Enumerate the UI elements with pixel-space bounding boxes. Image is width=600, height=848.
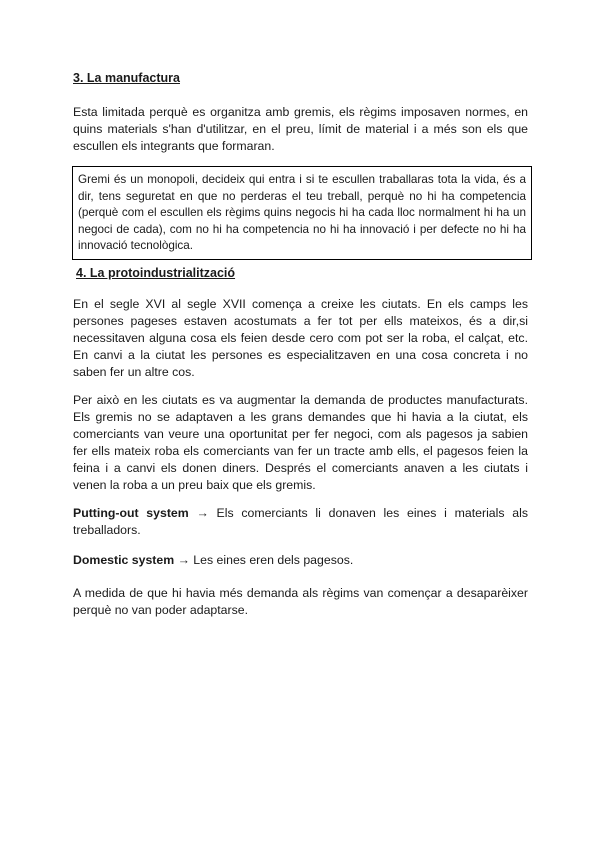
section-4-paragraph-3: A medida de que hi havia més demanda als règims van començar a desaparèixer perquè no van poder adaptarse.	[73, 586, 528, 617]
section-4-paragraph-1: En el segle XVI al segle XVII comença a creixe les ciutats. En els camps les persones pageses estaven acostumats a fer tot per ells mateixos, és a dir,si necessitaven alguna cosa els feien desde cero com pot ser la roba, el calçat, etc. En canvi a la ciutat les persones es especialitzaven en una cosa concreta i no saben fer un altre cos.	[73, 297, 528, 379]
section-3-paragraph: Esta limitada perquè es organitza amb gremis, els règims imposaven normes, en quins materials s'han d'utilitzar, en el preu, límit de material i a més son els que escullen els integrants que formaran.	[73, 105, 528, 153]
putting-out-paragraph	[73, 505, 528, 539]
putting-out-definition: → Els comerciants li donaven les eines i materials als treballadors.	[73, 506, 528, 537]
section-3-heading: 3. La manufactura	[73, 71, 180, 85]
domestic-system-definition: → Les eines eren dels pagesos.	[174, 553, 354, 567]
gremi-definition-box: Gremi és un monopoli, decideix qui entra i si te escullen traballaras tota la vida, és a dir, tens seguretat en que no perderas el teu treball, perquè no hi ha competencia (perquè com el escullen els règims quins negocis hi ha cada lloc normalment hi ha un negoci de cada), com no hi ha competencia no hi ha innovació i per defecte no hi ha innovació tecnològica.	[72, 166, 532, 260]
domestic-system-paragraph	[73, 552, 528, 569]
section-4-paragraph-2: Per això en les ciutats es va augmentar la demanda de productes manufacturats. Els gremis no se adaptaven a les grans demandes que hi havia a la ciutat, els comerciants van veure una oportunitat per fer negoci, com als pagesos ja sabien fer ells mateix roba els comerciants van fer un tracte amb ells, el pagesos feien la feina i a canvi els donen diners. Després el comerciants anaven a les ciutats i venen la roba a un preu baix que els gremis.	[73, 393, 528, 492]
putting-out-term: Putting-out system	[73, 506, 189, 520]
section-4-heading: 4. La protoindustrialització	[76, 266, 236, 280]
domestic-system-term: Domestic system	[73, 553, 175, 567]
